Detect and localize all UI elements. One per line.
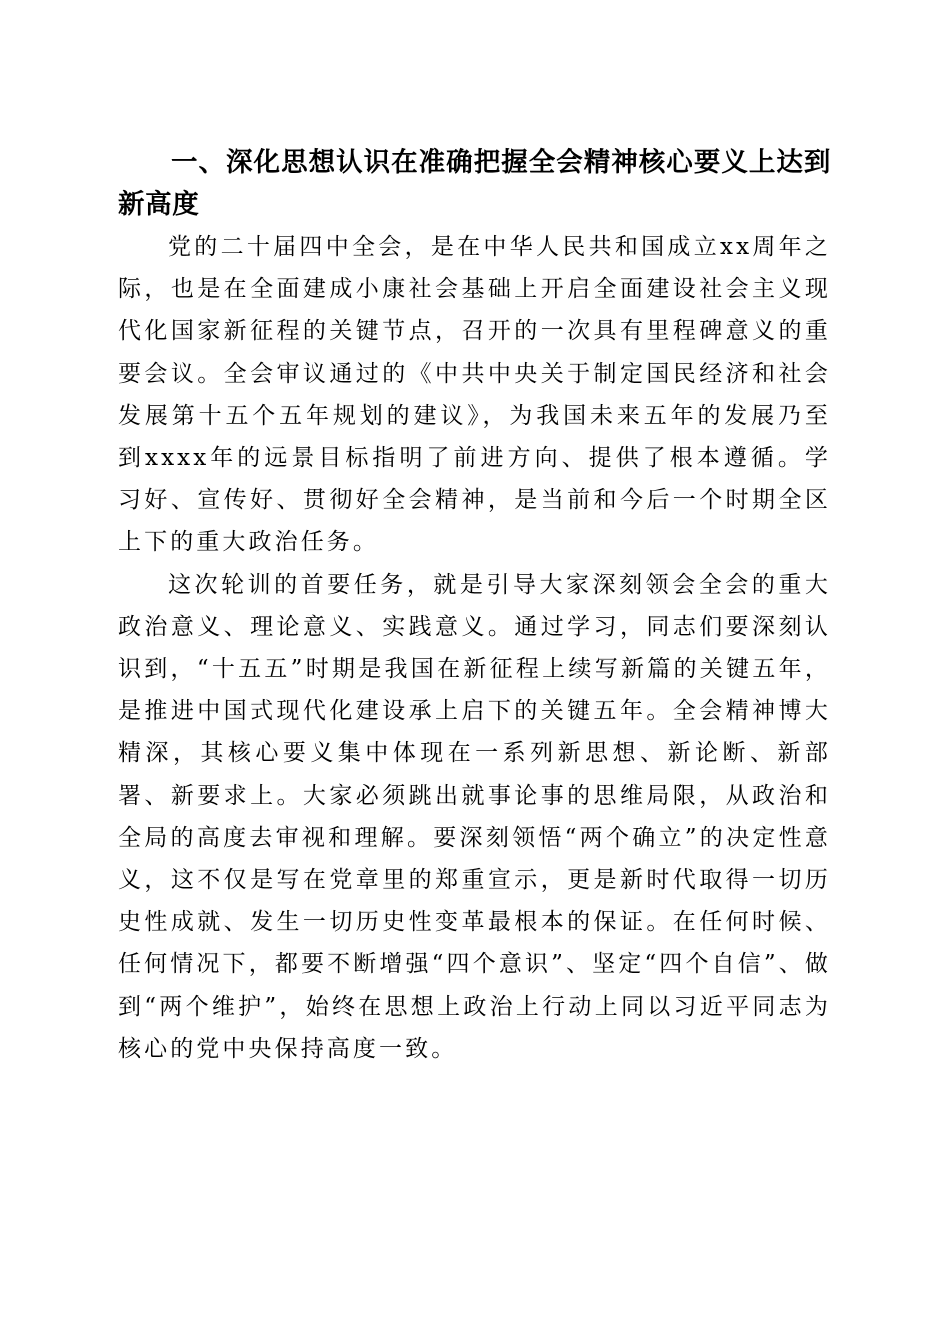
section-heading: 一、深化思想认识在准确把握全会精神核心要义上达到新高度: [118, 147, 831, 220]
body-paragraph-2: 这次轮训的首要任务，就是引导大家深刻领会全会的重大政治意义、理论意义、实践意义。通过学习，同志们要深刻认识到，“十五五”时期是我国在新征程上续写新篇的关键五年，是推进中国式现代化建设承上启下的关键五年。全会精神博大精深，其核心要义集中体现在一系列新思想、新论断、新部署、新要求上。大家必须跳出就事论事的思维局限，从政治和全局的高度去审视和理解。要深刻领悟“两个确立”的决定性意义，这不仅是写在党章里的郑重宣示，更是新时代取得一切历史性成就、发生一切历史性变革最根本的保证。在任何时候、任何情况下，都要不断增强“四个意识”、坚定“四个自信”、做到“两个维护”，始终在思想上政治上行动上同以习近平同志为核心的党中央保持高度一致。: [118, 571, 831, 1062]
body-paragraph-1: 党的二十届四中全会，是在中华人民共和国成立xx周年之际，也是在全面建成小康社会基础上开启全面建设社会主义现代化国家新征程的关键节点，召开的一次具有里程碑意义的重要会议。全会审议通过的《中共中央关于制定国民经济和社会发展第十五个五年规划的建议》，为我国未来五年的发展乃至到xxxx年的远景目标指明了前进方向、提供了根本遵循。学习好、宣传好、贯彻好全会精神，是当前和今后一个时期全区上下的重大政治任务。: [118, 234, 831, 556]
document-body: [118, 142, 831, 1070]
